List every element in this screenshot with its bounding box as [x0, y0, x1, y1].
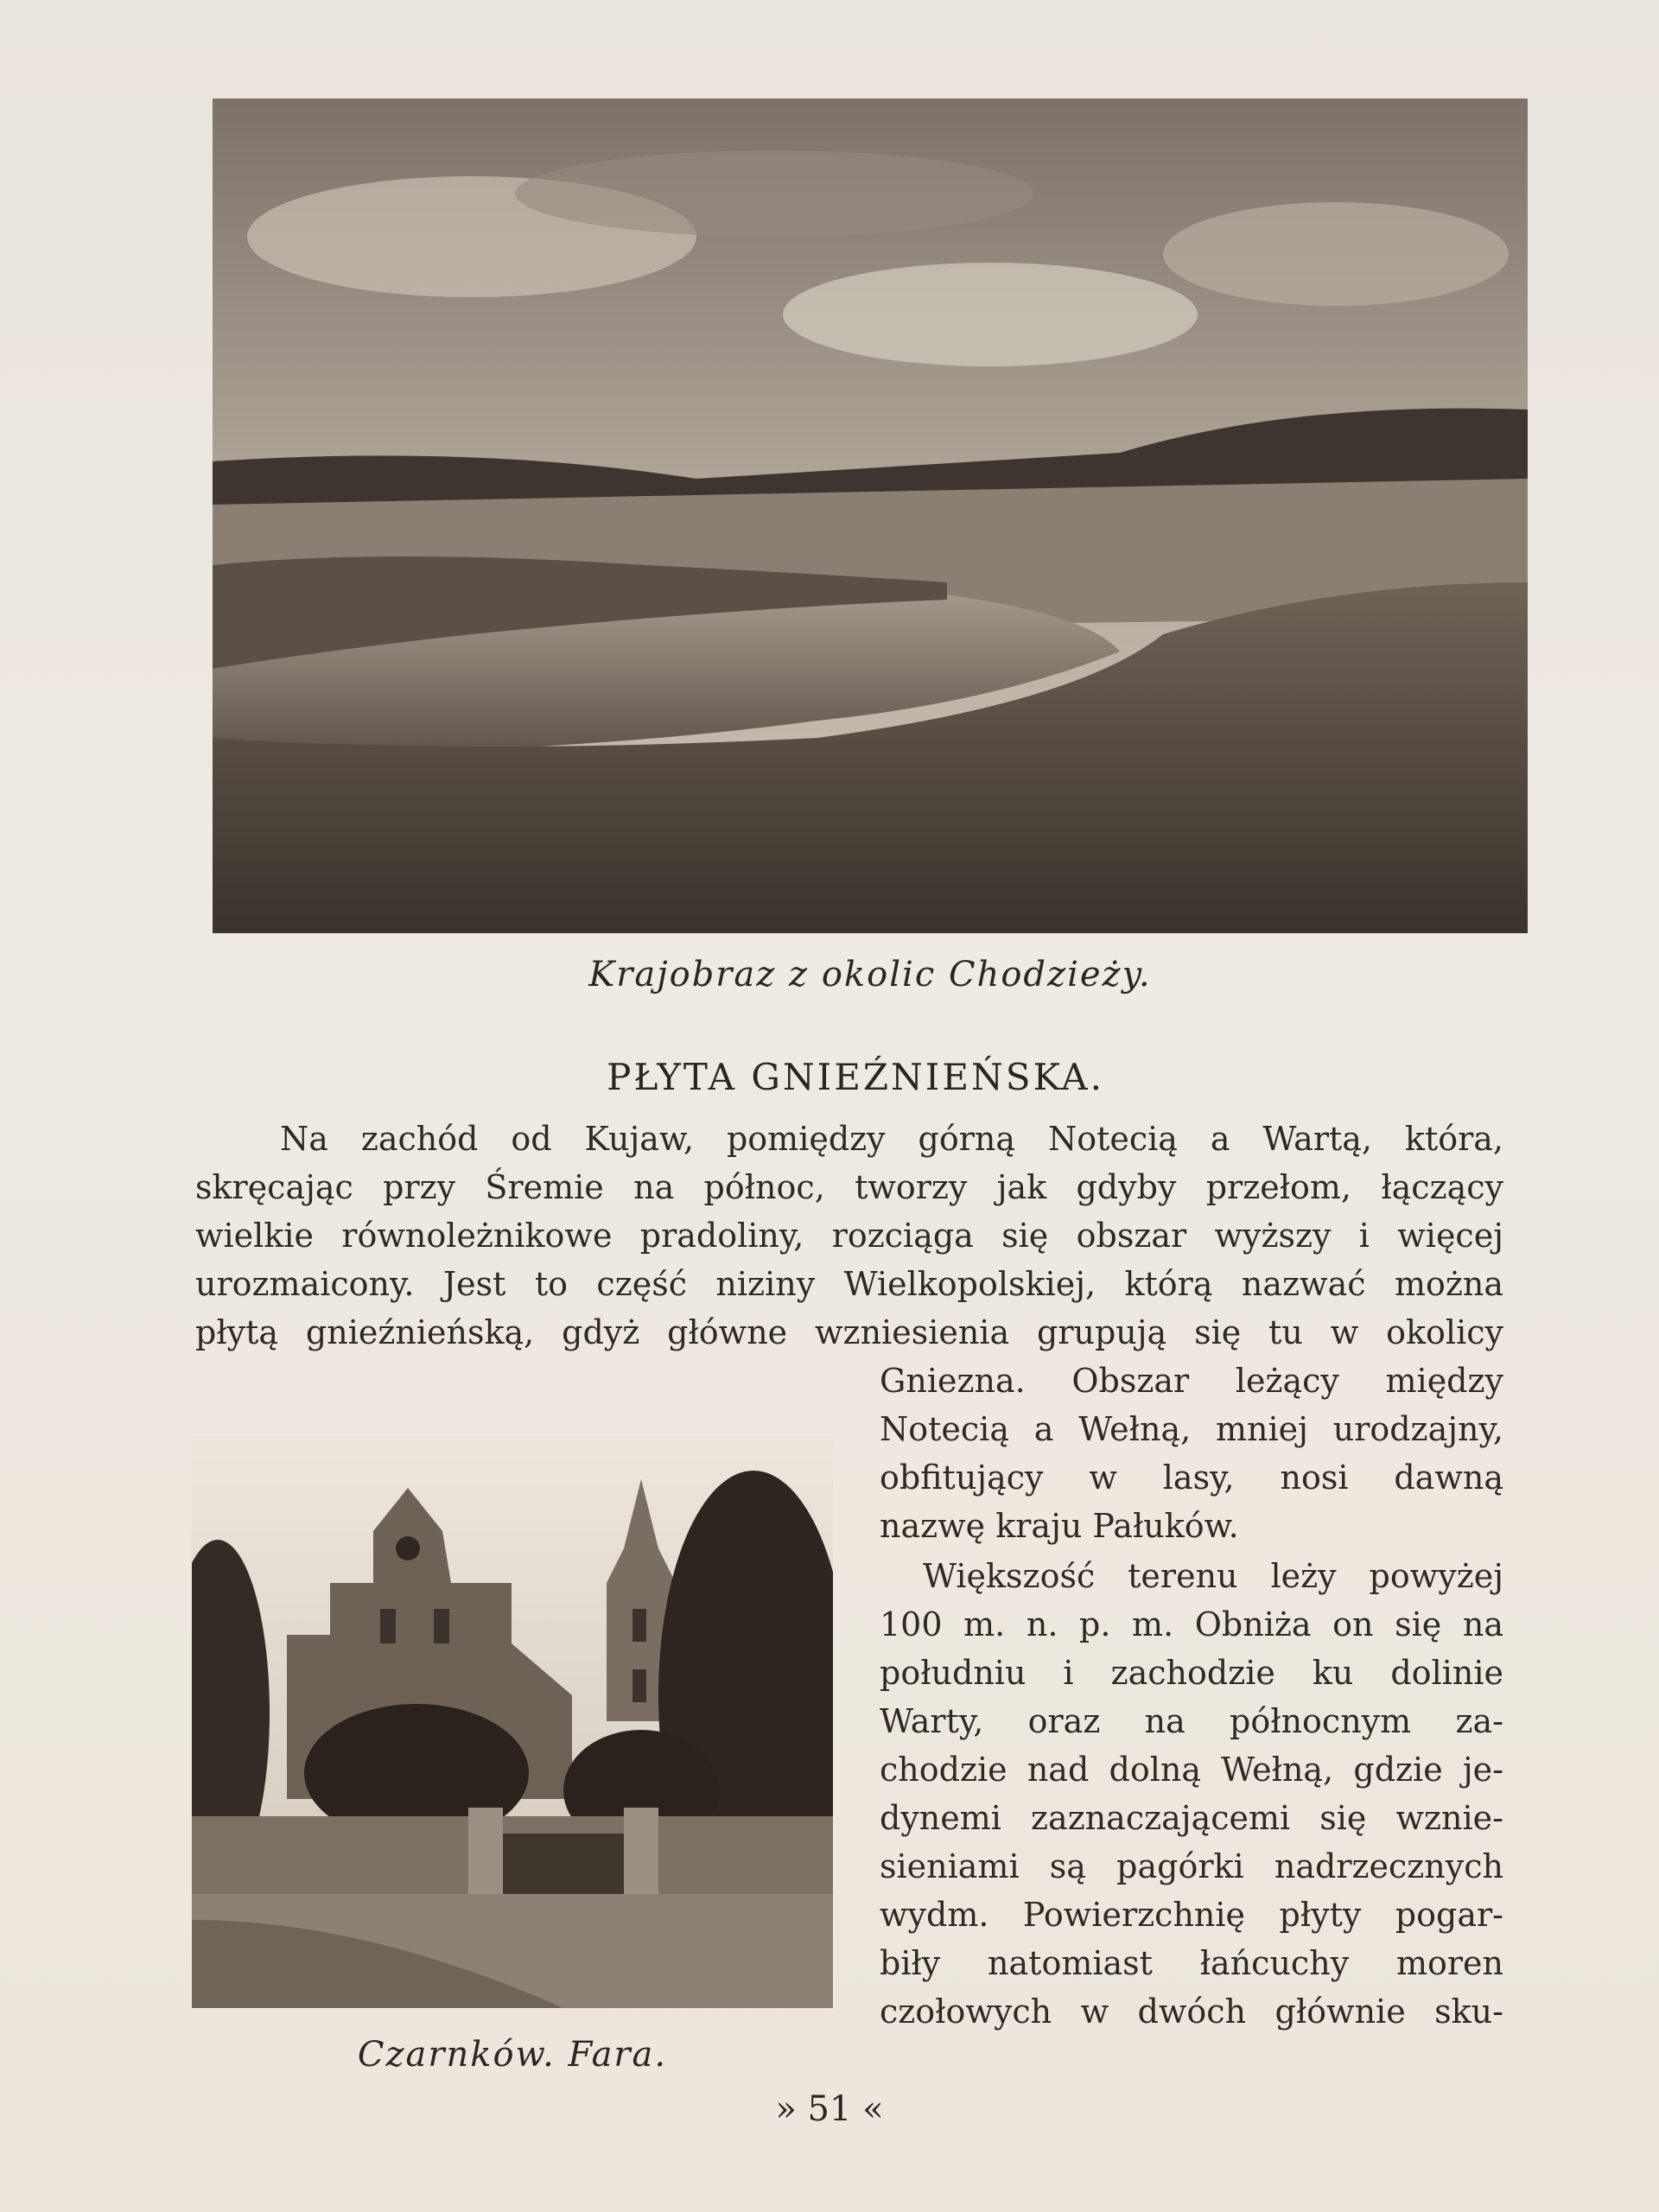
body-line: urozmaicony. Jest to część niziny Wielkopolskiej, którą nazwać można — [195, 1265, 1503, 1303]
body-line: Warty, oraz na północnym za- — [880, 1702, 1503, 1740]
body-line: chodzie nad dolną Wełną, gdzie je- — [880, 1751, 1503, 1789]
body-line: obfitujący w lasy, nosi dawną — [880, 1459, 1503, 1497]
body-line: czołowych w dwóch głównie sku- — [880, 1993, 1503, 2031]
body-line: skręcając przy Śremie na północ, tworzy jak gdyby przełom, łączący — [195, 1168, 1503, 1206]
body-line: biły natomiast łańcuchy moren — [880, 1944, 1503, 1982]
church-photo — [192, 1436, 833, 2008]
section-heading: PŁYTA GNIEŹNIEŃSKA. — [607, 1056, 1104, 1098]
body-line: południu i zachodzie ku dolinie — [880, 1654, 1503, 1692]
body-line: wydm. Powierzchnię płyty pogar- — [880, 1896, 1503, 1934]
body-line: nazwę kraju Pałuków. — [880, 1507, 1239, 1545]
body-line: płytą gnieźnieńską, gdyż główne wzniesienia grupują się tu w okolicy — [195, 1313, 1503, 1351]
photo-caption-church: Czarnków. Fara. — [357, 2035, 668, 2075]
body-line: Większość terenu leży powyżej — [923, 1557, 1503, 1595]
body-line: Gniezna. Obszar leżący między — [880, 1362, 1503, 1400]
page-number: » 51 « — [775, 2089, 884, 2129]
body-line: 100 m. n. p. m. Obniża on się na — [880, 1605, 1503, 1643]
body-line: dynemi zaznaczającemi się wznie- — [880, 1799, 1503, 1837]
body-line: Na zachód od Kujaw, pomiędzy górną Notecią a Wartą, która, — [280, 1120, 1503, 1158]
body-line: wielkie równoleżnikowe pradoliny, rozciąga się obszar wyższy i więcej — [195, 1217, 1503, 1255]
landscape-photo — [213, 99, 1528, 933]
photo-caption-top: Krajobraz z okolic Chodzieży. — [588, 955, 1152, 995]
body-line: Notecią a Wełną, mniej urodzajny, — [880, 1410, 1503, 1448]
body-line: sieniami są pagórki nadrzecznych — [880, 1847, 1503, 1885]
